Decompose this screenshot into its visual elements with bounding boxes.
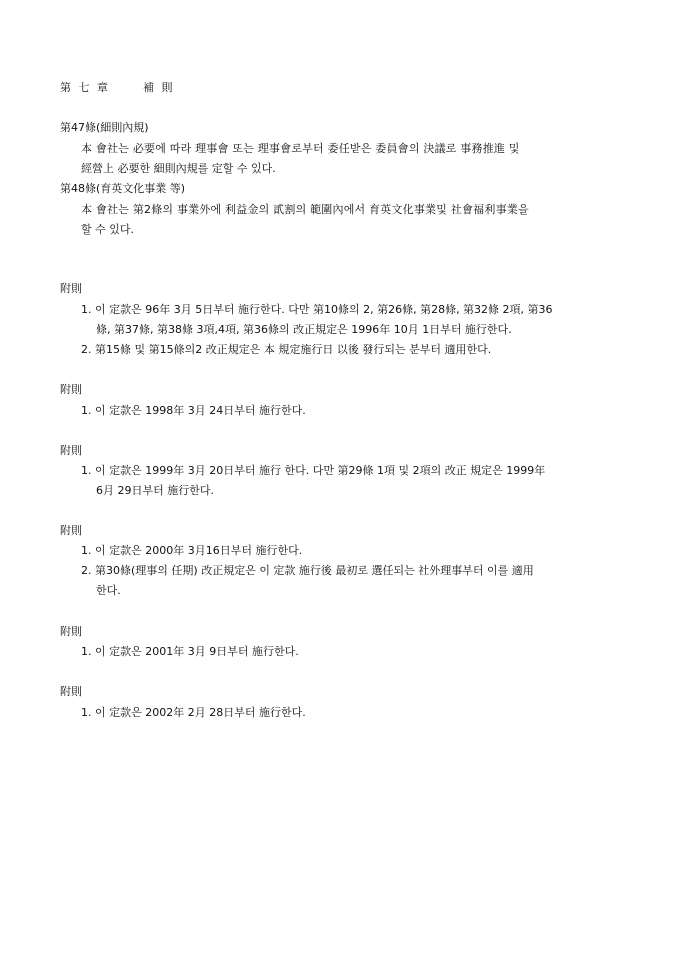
addendum-1-item-1-line-1: 1. 이 定款은 96年 3月 5日부터 施行한다. 다만 第10條의 2, 第26條, 第28條, 第32條 2項, 第36: [81, 303, 553, 316]
addendum-4-item-2-line-1: 2. 第30條(理事의 任期) 改正規定은 이 定款 施行後 最初로 選任되는 社外理事부터 이를 適用: [81, 564, 534, 577]
addendum-4-item-1-line-1: 1. 이 定款은 2000年 3月16日부터 施行한다.: [81, 544, 303, 557]
article-47-text-line-1: 本 會社는 必要에 따라 理事會 또는 理事會로부터 委任받은 委員會의 決議로 事務推進 및: [81, 142, 520, 155]
addendum-3-item-1-line-2: 6月 29日부터 施行한다.: [96, 484, 214, 497]
addendum-3-heading: 附則: [60, 444, 82, 457]
addendum-1-item-1-line-2: 條, 第37條, 第38條 3項,4項, 第36條의 改正規定은 1996年 10月 1日부터 施行한다.: [96, 323, 512, 336]
article-47-heading: 第47條(細則內規): [60, 121, 149, 134]
addendum-2-item-1-line-1: 1. 이 定款은 1998年 3月 24日부터 施行한다.: [81, 404, 306, 417]
addendum-3-item-1-line-1: 1. 이 定款은 1999年 3月 20日부터 施行 한다. 다만 第29條 1項 및 2項의 改正 規定은 1999年: [81, 464, 546, 477]
addendum-6-heading: 附則: [60, 685, 82, 698]
article-48-text-line-2: 할 수 있다.: [81, 223, 134, 236]
addendum-1-item-2-line-1: 2. 第15條 및 第15條의2 改正規定은 本 規定施行日 以後 發行되는 분부터 適用한다.: [81, 343, 492, 356]
chapter-heading: [60, 81, 175, 95]
addendum-4-heading: 附則: [60, 524, 82, 537]
chapter-number: 第 七 章: [60, 81, 110, 94]
addendum-5-item-1-line-1: 1. 이 定款은 2001年 3月 9日부터 施行한다.: [81, 645, 299, 658]
addendum-1-heading: 附則: [60, 282, 82, 295]
addendum-6-item-1-line-1: 1. 이 定款은 2002年 2月 28日부터 施行한다.: [81, 706, 306, 719]
addendum-5-heading: 附則: [60, 625, 82, 638]
article-48-heading: 第48條(育英文化事業 等): [60, 182, 186, 195]
article-48-text-line-1: 本 會社는 第2條의 事業外에 利益金의 貳割의 範圍內에서 育英文化事業및 社會福利事業을: [81, 203, 529, 216]
addendum-4-item-2-line-2: 한다.: [96, 584, 121, 597]
addendum-2-heading: 附則: [60, 383, 82, 396]
chapter-title: 補 則: [143, 81, 175, 94]
article-47-text-line-2: 經營上 必要한 細則內規를 定할 수 있다.: [81, 162, 276, 175]
